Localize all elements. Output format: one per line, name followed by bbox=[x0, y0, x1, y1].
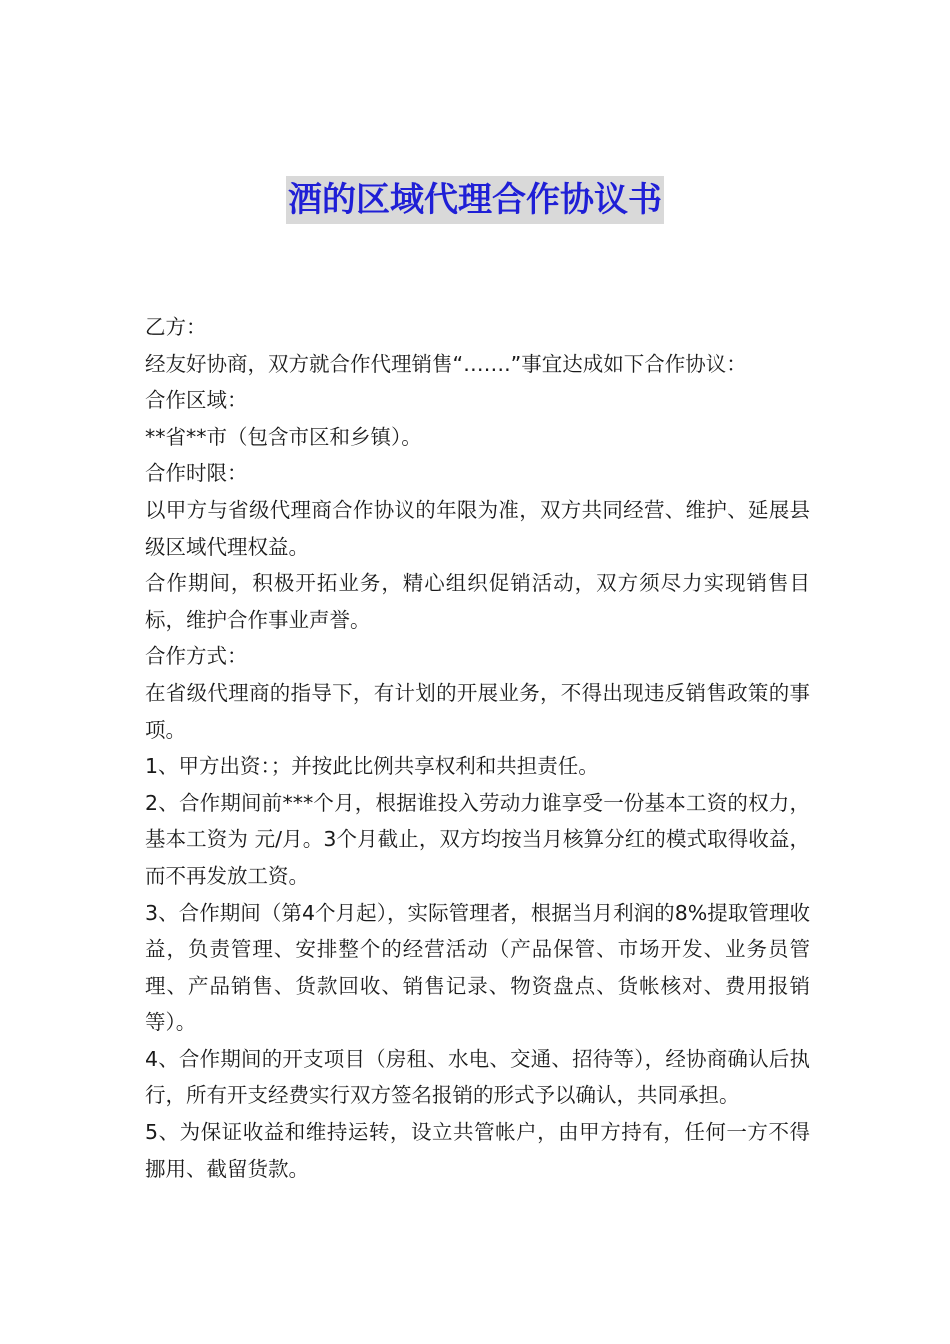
method-paragraph: 在省级代理商的指导下，有计划的开展业务，不得出现违反销售政策的事项。 bbox=[145, 680, 810, 742]
document-body bbox=[145, 309, 810, 1187]
section-heading-region: 合作区域： bbox=[145, 388, 248, 413]
document-title: 酒的区域代理合作协议书 bbox=[286, 176, 664, 224]
clause-2: 2、合作期间前***个月，根据谁投入劳动力谁享受一份基本工资的权力，基本工资为 元/月。3个月截止，双方均按当月核算分红的模式取得收益，而不再发放工资。 bbox=[145, 790, 810, 888]
clause-5: 5、为保证收益和维持运转，设立共管帐户，由甲方持有，任何一方不得挪用、截留货款。 bbox=[145, 1120, 810, 1181]
clause-3: 3、合作期间（第4个月起），实际管理者，根据当月利润的8%提取管理收益，负责管理、安排整个的经营活动（产品保管、市场开发、业务员管理、产品销售、货款回收、销售记录、物资盘点、货帐核对、费用报销等）。 bbox=[145, 900, 810, 1035]
cooperation-goal-paragraph: 合作期间，积极开拓业务，精心组织促销活动，双方须尽力实现销售目标，维护合作事业声誉。 bbox=[145, 571, 810, 632]
section-heading-method: 合作方式： bbox=[145, 644, 248, 669]
title-container bbox=[0, 176, 950, 224]
section-heading-term: 合作时限： bbox=[145, 461, 248, 486]
clause-4: 4、合作期间的开支项目（房租、水电、交通、招待等），经协商确认后执行，所有开支经费实行双方签名报销的形式予以确认，共同承担。 bbox=[145, 1046, 810, 1108]
region-paragraph: **省**市（包含市区和乡镇）。 bbox=[145, 424, 422, 449]
clause-1: 1、甲方出资：；并按此比例共享权利和共担责任。 bbox=[145, 754, 599, 779]
party-b-line: 乙方： bbox=[145, 315, 207, 339]
intro-paragraph: 经友好协商，双方就合作代理销售“…….”事宜达成如下合作协议： bbox=[145, 351, 747, 376]
term-paragraph: 以甲方与省级代理商合作协议的年限为准，双方共同经营、维护、延展县级区域代理权益。 bbox=[145, 497, 810, 559]
